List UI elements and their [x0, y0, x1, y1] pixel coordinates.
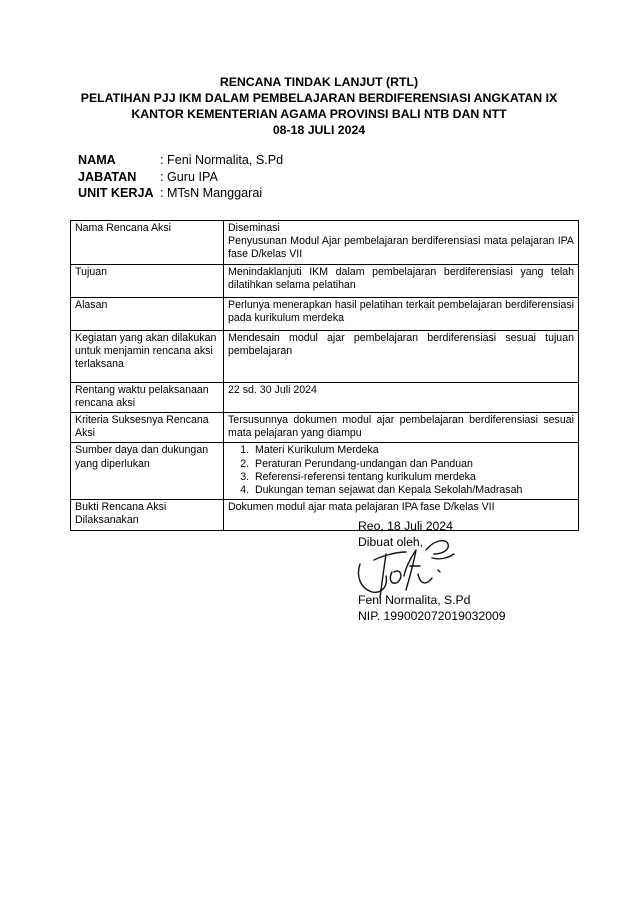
row-value: 22 sd. 30 Juli 2024 — [224, 382, 579, 412]
list-item: 1. Materi Kurikulum Merdeka — [252, 444, 574, 457]
signature-place-date: Reo, 18 Juli 2024 — [358, 519, 453, 533]
table-row — [71, 297, 579, 330]
document-header — [0, 74, 638, 138]
list-item: 2. Peraturan Perundang-undangan dan Panduan — [252, 458, 574, 471]
table-row — [71, 330, 579, 382]
row-label: Tujuan — [71, 264, 224, 297]
office-title: KANTOR KEMENTERIAN AGAMA PROVINSI BALI NTB DAN NTT — [131, 107, 507, 121]
table-row — [71, 382, 579, 412]
row-label: Kriteria Suksesnya Rencana Aksi — [71, 413, 224, 443]
row-value — [224, 221, 579, 265]
identity-value: : MTsN Manggarai — [160, 186, 263, 200]
table-row — [71, 443, 579, 500]
row-value: Menindaklanjuti IKM dalam pembelajaran berdiferensiasi yang telah dilatihkan selama pelatihan — [224, 264, 579, 297]
resource-list — [228, 444, 574, 497]
identity-label: UNIT KERJA — [78, 186, 154, 200]
row-label: Sumber daya dan dukungan yang diperlukan — [71, 443, 224, 500]
row-value-line: Diseminasi — [228, 222, 280, 234]
signer-nip: NIP. 199002072019032009 — [358, 609, 506, 623]
row-label: Rentang waktu pelaksanaan rencana aksi — [71, 382, 224, 412]
identity-value: : Feni Normalita, S.Pd — [160, 153, 284, 167]
row-value — [224, 443, 579, 500]
training-date: 08-18 JULI 2024 — [272, 123, 366, 137]
row-value: Tersusunnya dokumen modul ajar pembelajaran berdiferensiasi sesuai mata pelajaran yang diampu — [224, 413, 579, 443]
training-title: PELATIHAN PJJ IKM DALAM PEMBELAJARAN BERDIFERENSIASI ANGKATAN IX — [80, 91, 558, 105]
signature-made-by: Dibuat oleh, — [358, 535, 424, 549]
row-label: Bukti Rencana Aksi Dilaksanakan — [71, 500, 224, 530]
row-label: Nama Rencana Aksi — [71, 221, 224, 265]
row-value-line: Penyusunan Modul Ajar pembelajaran berdiferensiasi mata pelajaran IPA fase D/kelas VII — [228, 235, 574, 261]
row-value: Mendesain modul ajar pembelajaran berdiferensiasi sesuai tujuan pembelajaran — [224, 330, 579, 382]
list-item: 3. Referensi-referensi tentang kurikulum merdeka — [252, 471, 574, 484]
row-label: Kegiatan yang akan dilakukan untuk menjamin rencana aksi terlaksana — [71, 330, 224, 382]
identity-block — [78, 152, 283, 202]
document-title: RENCANA TINDAK LANJUT (RTL) — [219, 75, 419, 89]
identity-row-unit — [78, 185, 283, 202]
row-label: Alasan — [71, 297, 224, 330]
identity-label: NAMA — [78, 153, 116, 167]
table-row — [71, 413, 579, 443]
signer-name: Feni Normalita, S.Pd — [358, 593, 471, 607]
identity-value: : Guru IPA — [160, 169, 218, 184]
handwritten-signature — [348, 536, 458, 604]
list-item: 4. Dukungan teman sejawat dan Kepala Sekolah/Madrasah — [252, 484, 574, 497]
identity-row-name — [78, 152, 283, 169]
action-plan-table — [70, 220, 579, 531]
table-row — [71, 221, 579, 265]
row-value: Dokumen modul ajar mata pelajaran IPA fase D/kelas VII — [224, 500, 579, 530]
identity-row-position — [78, 169, 283, 186]
table-row — [71, 264, 579, 297]
row-value: Perlunya menerapkan hasil pelatihan terkait pembelajaran berdiferensiasi pada kurikulum merdeka — [224, 297, 579, 330]
identity-label: JABATAN — [78, 169, 137, 184]
